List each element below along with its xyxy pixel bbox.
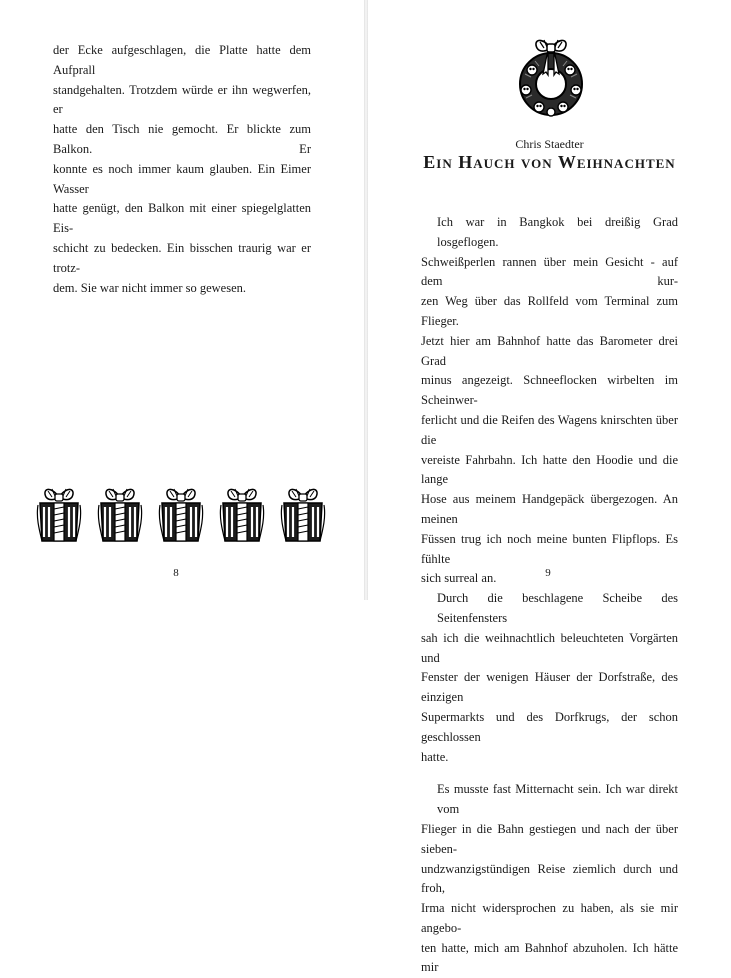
text-line: zen Weg über das Rollfeld vom Terminal zum Flieger. — [421, 294, 678, 328]
text-line: Flieger in die Bahn gestiegen und nach der über sieben- — [421, 821, 678, 856]
left-page — [0, 0, 364, 600]
text-line: sah ich die weihnachtlich beleuchteten Vorgärten und — [421, 630, 678, 665]
text-line: Fenster der wenigen Häuser der Dorfstraße, des einzigen — [421, 670, 678, 705]
text-line: Jetzt hier am Bahnhof hatte das Barometer drei Grad — [421, 333, 678, 368]
gift-icon — [97, 485, 143, 547]
story-title: Ein Hauch von Weihnachten — [423, 152, 676, 172]
right-page — [368, 0, 731, 975]
text-line: Hose aus meinem Handgepäck übergezogen. An meinen — [421, 492, 678, 526]
wreath-icon — [511, 34, 591, 125]
paragraph — [421, 780, 678, 978]
text-line: ten hatte, mich am Bahnhof abzuholen. Ich hätte mir — [421, 940, 678, 975]
story-author: Chris Staedter — [515, 137, 584, 151]
text-line: konnte es noch immer kaum glauben. Ein Eimer Wasser — [53, 161, 311, 196]
text-line: ferlicht und die Reifen des Wagens knirschten über die — [421, 412, 678, 447]
text-line: der Ecke aufgeschlagen, die Platte hatte dem Aufprall — [53, 43, 311, 77]
text-line: undzwanzigstündigen Reise ziemlich durch und froh, — [421, 861, 678, 896]
gift-icon — [36, 485, 82, 547]
story-text — [421, 213, 678, 978]
gift-row — [36, 485, 326, 547]
text-line: schicht zu bedecken. Ein bisschen traurig war er trotz- — [53, 240, 311, 275]
paragraph — [421, 589, 678, 767]
text-line: hatte den Tisch nie gemocht. Er blickte zum Balkon. Er — [53, 122, 311, 156]
paragraph — [421, 213, 678, 589]
page-number: 9 — [545, 567, 551, 579]
left-page-text — [53, 41, 311, 298]
text-line: Ich war in Bangkok bei dreißig Grad losgeflogen. — [437, 215, 678, 249]
text-line: sich surreal an. — [421, 571, 497, 586]
text-line: Es musste fast Mitternacht sein. Ich war direkt vom — [437, 782, 678, 817]
text-line: dem. Sie war nicht immer so gewesen. — [53, 280, 247, 295]
text-line: hatte. — [421, 749, 449, 764]
text-line: Schweißperlen rannen über mein Gesicht - auf dem kur- — [421, 254, 678, 289]
page-number: 8 — [173, 567, 179, 579]
text-line: Füssen trug ich noch meine bunten Flipflops. Es fühlte — [421, 531, 678, 566]
text-line: standgehalten. Trotzdem würde er ihn wegwerfen, er — [53, 82, 311, 117]
text-line: Supermarkts und des Dorfkrugs, der schon geschlossen — [421, 709, 678, 744]
text-line: Durch die beschlagene Scheibe des Seitenfensters — [437, 591, 678, 625]
gift-icon — [158, 485, 204, 547]
text-line: hatte genügt, den Balkon mit einer spiegelglatten Eis- — [53, 201, 311, 236]
text-line: minus angezeigt. Schneeflocken wirbelten im Scheinwer- — [421, 373, 678, 408]
gift-icon — [219, 485, 265, 547]
text-line: vereiste Fahrbahn. Ich hatte den Hoodie und die lange — [421, 452, 678, 487]
text-line: Irma nicht widersprochen zu haben, als sie mir angebo- — [421, 901, 678, 935]
gift-icon — [280, 485, 326, 547]
paragraph — [53, 41, 311, 298]
